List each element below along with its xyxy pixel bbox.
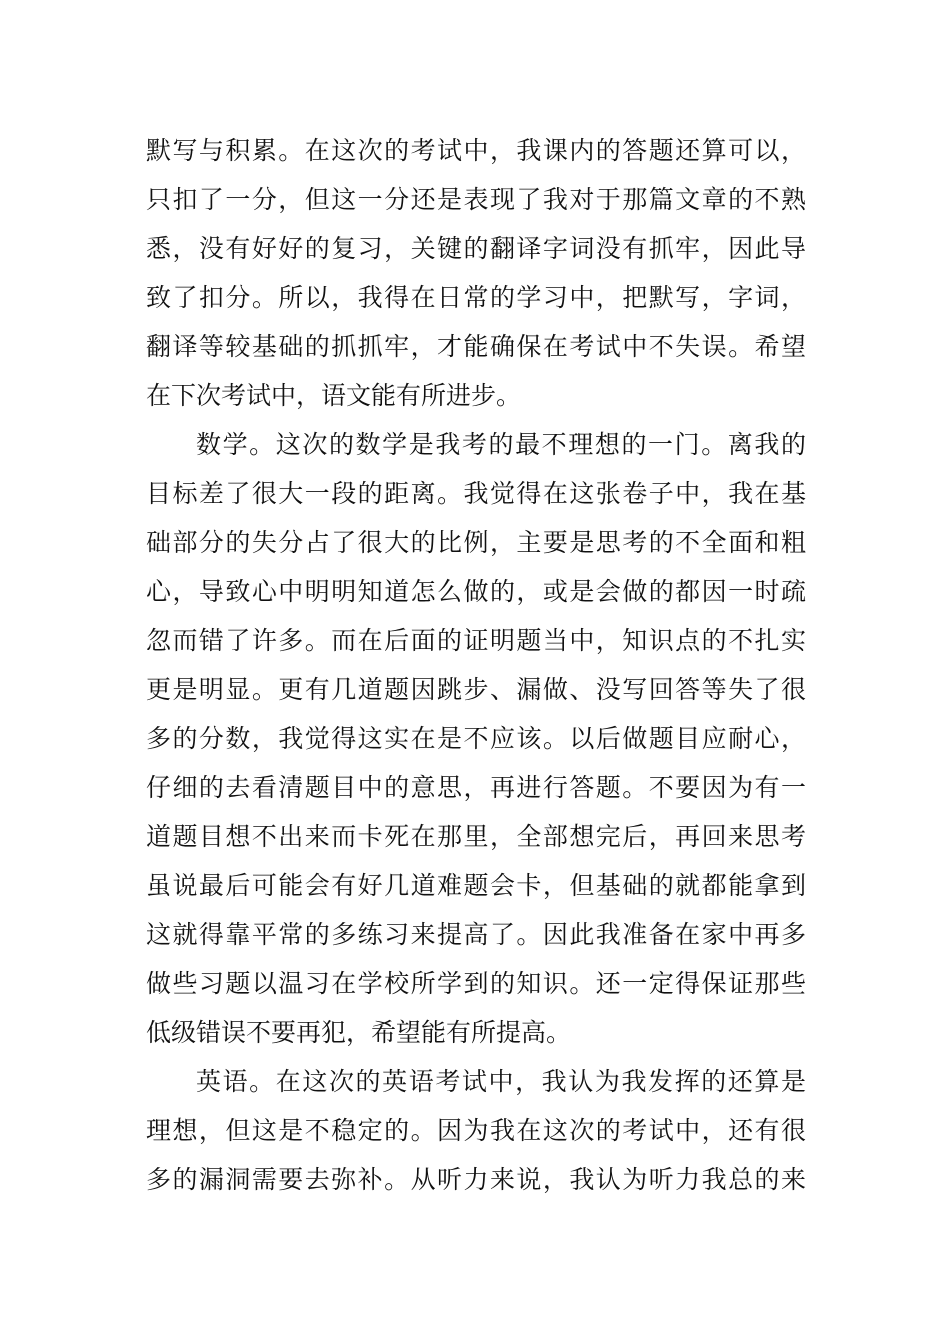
text-line: 更是明显。更有几道题因跳步、漏做、没写回答等失了很	[146, 675, 806, 704]
text-line: 翻译等较基础的抓抓牢，才能确保在考试中不失误。希望	[146, 332, 806, 361]
text-line: 虽说最后可能会有好几道难题会卡，但基础的就都能拿到	[146, 871, 806, 900]
text-line: 多的漏洞需要去弥补。从听力来说，我认为听力我总的来	[146, 1165, 806, 1194]
text-line: 础部分的失分占了很大的比例，主要是思考的不全面和粗	[146, 528, 806, 557]
text-line: 目标差了很大一段的距离。我觉得在这张卷子中，我在基	[146, 479, 806, 508]
text-line: 做些习题以温习在学校所学到的知识。还一定得保证那些	[146, 969, 806, 998]
text-line: 致了扣分。所以，我得在日常的学习中，把默写，字词，	[146, 283, 806, 312]
text-line: 心，导致心中明明知道怎么做的，或是会做的都因一时疏	[146, 577, 806, 606]
text-line: 忽而错了许多。而在后面的证明题当中，知识点的不扎实	[146, 626, 806, 655]
text-line: 悉，没有好好的复习，关键的翻译字词没有抓牢，因此导	[146, 234, 806, 263]
text-line: 只扣了一分，但这一分还是表现了我对于那篇文章的不熟	[146, 185, 806, 214]
paragraph-start-line: 数学。这次的数学是我考的最不理想的一门。离我的	[196, 430, 806, 459]
text-line: 在下次考试中，语文能有所进步。	[146, 381, 522, 410]
text-line: 默写与积累。在这次的考试中，我课内的答题还算可以，	[146, 136, 806, 165]
text-line: 道题目想不出来而卡死在那里，全部想完后，再回来思考	[146, 822, 806, 851]
body-text	[146, 126, 806, 1204]
text-line: 这就得靠平常的多练习来提高了。因此我准备在家中再多	[146, 920, 806, 949]
text-line: 仔细的去看清题目中的意思，再进行答题。不要因为有一	[146, 773, 806, 802]
paragraph-start-line: 英语。在这次的英语考试中，我认为我发挥的还算是	[196, 1067, 806, 1096]
text-line: 理想，但这是不稳定的。因为我在这次的考试中，还有很	[146, 1116, 806, 1145]
text-line: 低级错误不要再犯，希望能有所提高。	[146, 1018, 572, 1047]
text-line: 多的分数，我觉得这实在是不应该。以后做题目应耐心，	[146, 724, 806, 753]
